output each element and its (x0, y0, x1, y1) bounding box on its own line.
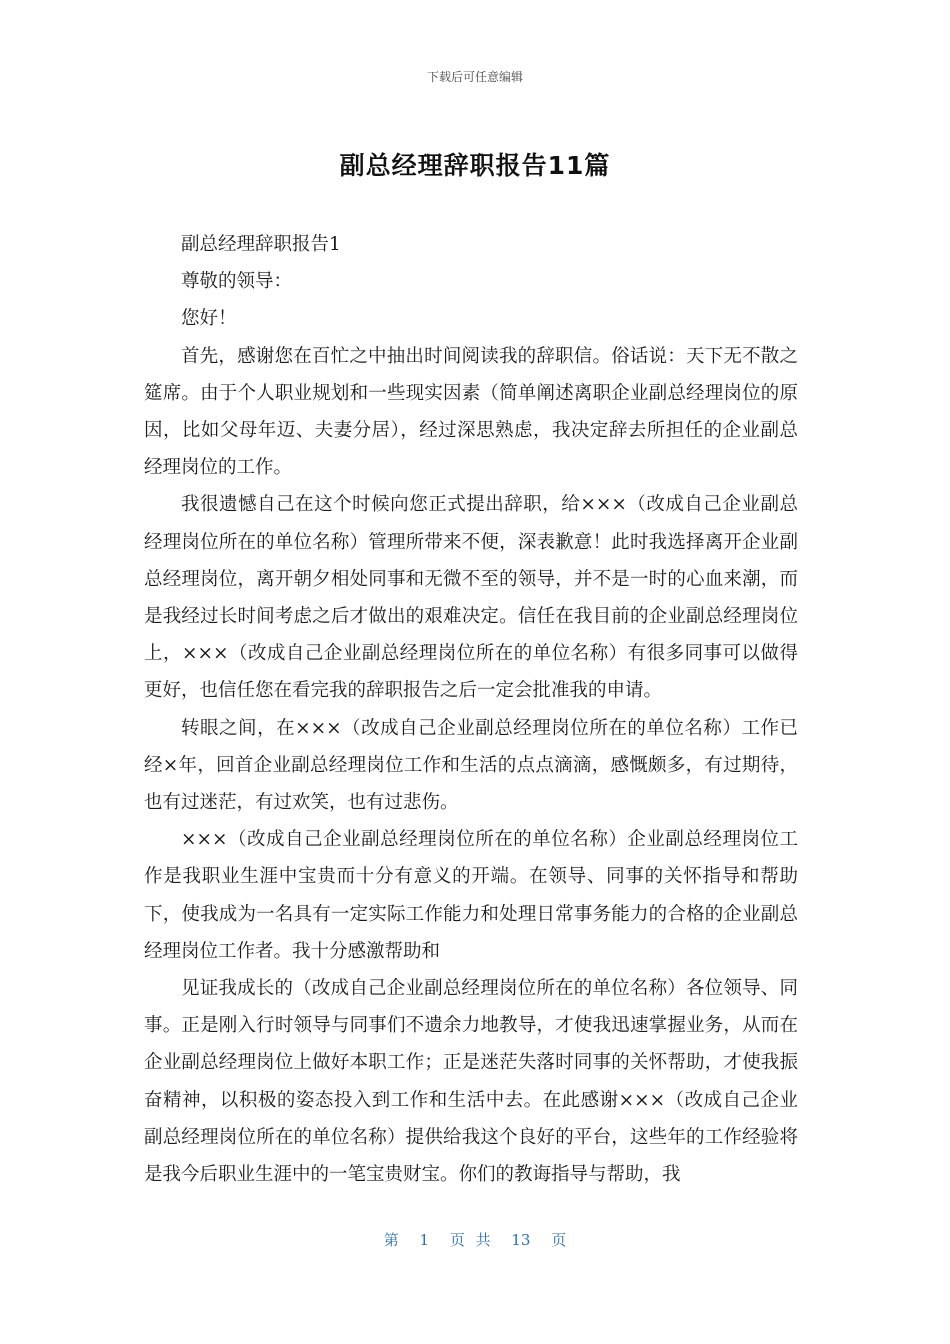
page-header: 下载后可任意编辑 (426, 70, 523, 84)
salutation: 尊敬的领导： (181, 271, 293, 293)
body-paragraph: ×××（改成自己企业副总经理岗位所在的单位名称）企业副总经理岗位工作是我职业生涯中宝贵而十分有意义的开端。在领导、同事的关怀指导和帮助下，使我成为一名具有一定实际工作能力和处理日常事务能力的合格的企业副总经理岗位工作者。我十分感激帮助和 (144, 829, 798, 962)
body-paragraph: 转眼之间，在×××（改成自己企业副总经理岗位所在的单位名称）工作已经×年，回首企业副总经理岗位工作和生活的点点滴滴，感慨颇多，有过期待，也有过迷茫，有过欢笑，也有过悲伤。 (144, 717, 798, 814)
page-number-footer (0, 1229, 950, 1250)
body-paragraph: 我很遗憾自己在这个时候向您正式提出辞职，给×××（改成自己企业副总经理岗位所在的单位名称）管理所带来不便，深表歉意！此时我选择离开企业副总经理岗位，离开朝夕相处同事和无微不至的领导，并不是一时的心血来潮，而是我经过长时间考虑之后才做出的艰难决定。信任在我目前的企业副总经理岗位上，×××（改成自己企业副总经理岗位所在的单位名称）有很多同事可以做得更好，也信任您在看完我的辞职报告之后一定会批准我的申请。 (144, 494, 798, 702)
page-end-label: 页 (551, 1231, 567, 1249)
document-body (144, 226, 798, 1193)
page-label: 第 (383, 1231, 399, 1249)
page-total-label: 页 共 (449, 1231, 491, 1249)
body-paragraph: 首先，感谢您在百忙之中抽出时间阅读我的辞职信。俗话说：天下无不散之筵席。由于个人职业规划和一些现实因素（简单阐述离职企业副总经理岗位的原因，比如父母年迈、夫妻分居），经过深思熟虑，我决定辞去所担任的企业副总经理岗位的工作。 (144, 345, 798, 479)
current-page-number: 1 (419, 1231, 430, 1249)
report-subtitle: 副总经理辞职报告1 (181, 234, 341, 255)
greeting: 您好！ (181, 308, 237, 330)
total-pages-number: 13 (511, 1231, 531, 1249)
document-title: 副总经理辞职报告11篇 (339, 151, 611, 180)
body-paragraph: 见证我成长的（改成自己企业副总经理岗位所在的单位名称）各位领导、同事。正是刚入行时领导与同事们不遗余力地教导，才使我迅速掌握业务，从而在企业副总经理岗位上做好本职工作；正是迷茫失落时同事的关怀帮助，才使我振奋精神，以积极的姿态投入到工作和生活中去。在此感谢×××（改成自己企业副总经理岗位所在的单位名称）提供给我这个良好的平台，这些年的工作经验将是我今后职业生涯中的一笔宝贵财宝。你们的教诲指导与帮助，我 (144, 978, 798, 1186)
